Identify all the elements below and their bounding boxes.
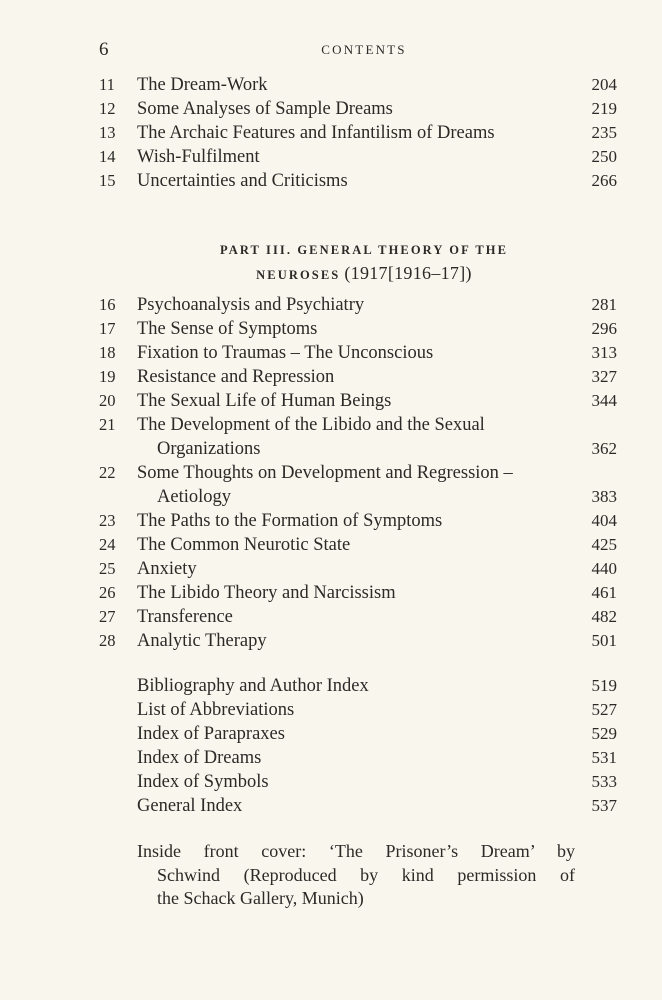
chapter-title: The Libido Theory and Narcissism bbox=[137, 583, 396, 603]
toc-entry[interactable] bbox=[99, 674, 617, 698]
chapter-number: 24 bbox=[99, 535, 116, 554]
chapter-number: 27 bbox=[99, 607, 116, 626]
toc-entry[interactable] bbox=[99, 698, 617, 722]
page-ref: 537 bbox=[591, 796, 617, 815]
page-ref: 531 bbox=[591, 748, 617, 767]
toc-entry[interactable] bbox=[99, 121, 617, 145]
toc-entry[interactable] bbox=[99, 169, 617, 193]
chapter-number: 11 bbox=[99, 75, 115, 94]
chapter-number: 15 bbox=[99, 171, 116, 190]
part-heading-line1: PART III. GENERAL THEORY OF THE bbox=[219, 243, 509, 257]
chapter-title: Fixation to Traumas – The Unconscious bbox=[137, 343, 434, 363]
chapter-title: The Dream-Work bbox=[137, 75, 268, 95]
chapter-number: 21 bbox=[99, 415, 116, 434]
chapter-title: Uncertainties and Criticisms bbox=[137, 171, 348, 191]
chapter-number: 20 bbox=[99, 391, 116, 410]
chapter-title: Some Analyses of Sample Dreams bbox=[137, 99, 393, 119]
toc-entry[interactable] bbox=[99, 145, 617, 169]
back-matter-title: Bibliography and Author Index bbox=[137, 676, 369, 696]
toc-entry[interactable] bbox=[99, 794, 617, 818]
chapter-number: 18 bbox=[99, 343, 116, 362]
toc-part-two-tail bbox=[99, 73, 617, 193]
chapter-title: Psychoanalysis and Psychiatry bbox=[137, 295, 365, 315]
toc-back-matter bbox=[99, 674, 617, 818]
chapter-title: Some Thoughts on Development and Regression – bbox=[137, 463, 513, 483]
chapter-title-continuation: Organizations bbox=[157, 439, 261, 459]
toc-entry[interactable] bbox=[99, 746, 617, 770]
page-ref: 519 bbox=[591, 676, 617, 695]
part-heading-line2 bbox=[99, 261, 617, 285]
chapter-title-continuation: Aetiology bbox=[157, 487, 231, 507]
chapter-number: 13 bbox=[99, 123, 116, 142]
chapter-number: 28 bbox=[99, 631, 116, 650]
chapter-title: The Sense of Symptoms bbox=[137, 319, 318, 339]
page-ref: 461 bbox=[591, 583, 617, 602]
page-ref: 383 bbox=[591, 487, 617, 506]
toc-entry[interactable] bbox=[99, 73, 617, 97]
chapter-number: 12 bbox=[99, 99, 116, 118]
chapter-title: The Paths to the Formation of Symptoms bbox=[137, 511, 443, 531]
back-matter-title: Index of Parapraxes bbox=[137, 724, 285, 744]
chapter-number: 25 bbox=[99, 559, 116, 578]
toc-entry[interactable] bbox=[99, 293, 617, 317]
chapter-title: Resistance and Repression bbox=[137, 367, 335, 387]
page-ref: 266 bbox=[591, 171, 617, 190]
toc-entry[interactable] bbox=[99, 461, 617, 485]
chapter-number: 17 bbox=[99, 319, 116, 338]
page-ref: 362 bbox=[591, 439, 617, 458]
page-ref: 344 bbox=[591, 391, 617, 410]
chapter-title: The Sexual Life of Human Beings bbox=[137, 391, 392, 411]
page-ref: 235 bbox=[591, 123, 617, 142]
toc-entry[interactable] bbox=[99, 533, 617, 557]
toc-entry-continuation[interactable] bbox=[99, 485, 617, 509]
page-ref: 425 bbox=[591, 535, 617, 554]
cover-note-line3: the Schack Gallery, Munich) bbox=[157, 888, 364, 908]
toc-entry[interactable] bbox=[99, 722, 617, 746]
toc-entry[interactable] bbox=[99, 413, 617, 437]
chapter-title: Transference bbox=[137, 607, 233, 627]
page-ref: 533 bbox=[591, 772, 617, 791]
toc-entry[interactable] bbox=[99, 365, 617, 389]
page-ref: 327 bbox=[591, 367, 617, 386]
toc-entry[interactable] bbox=[99, 389, 617, 413]
page-ref: 219 bbox=[591, 99, 617, 118]
chapter-number: 19 bbox=[99, 367, 116, 386]
back-matter-title: Index of Dreams bbox=[137, 748, 262, 768]
page-ref: 527 bbox=[591, 700, 617, 719]
page-ref: 281 bbox=[591, 295, 617, 314]
back-matter-title: List of Abbreviations bbox=[137, 700, 295, 720]
cover-note-line2: Schwind (Reproduced by kind permission of bbox=[157, 864, 575, 885]
toc-entry-continuation[interactable] bbox=[99, 437, 617, 461]
back-matter-title: General Index bbox=[137, 796, 243, 816]
toc-entry[interactable] bbox=[99, 317, 617, 341]
page-ref: 313 bbox=[591, 343, 617, 362]
toc-entry[interactable] bbox=[99, 509, 617, 533]
chapter-title: Anxiety bbox=[137, 559, 197, 579]
page-ref: 440 bbox=[591, 559, 617, 578]
chapter-title: The Development of the Libido and the Sexual bbox=[137, 415, 485, 435]
page-ref: 250 bbox=[591, 147, 617, 166]
part-three-heading bbox=[99, 239, 617, 285]
chapter-number: 23 bbox=[99, 511, 116, 530]
chapter-title: The Common Neurotic State bbox=[137, 535, 351, 555]
page-ref: 204 bbox=[591, 75, 617, 94]
toc-entry[interactable] bbox=[99, 581, 617, 605]
page-ref: 404 bbox=[591, 511, 617, 530]
toc-entry[interactable] bbox=[99, 557, 617, 581]
part-heading-caps: NEUROSES bbox=[256, 268, 341, 282]
page-ref: 529 bbox=[591, 724, 617, 743]
toc-entry[interactable] bbox=[99, 629, 617, 653]
page-ref: 296 bbox=[591, 319, 617, 338]
page-number: 6 bbox=[99, 39, 109, 60]
chapter-number: 22 bbox=[99, 463, 116, 482]
cover-note-line1: Inside front cover: ‘The Prisoner’s Dream’ by bbox=[137, 841, 575, 861]
chapter-number: 16 bbox=[99, 295, 116, 314]
toc-entry[interactable] bbox=[99, 770, 617, 794]
chapter-number: 14 bbox=[99, 147, 116, 166]
back-matter-title: Index of Symbols bbox=[137, 772, 269, 792]
chapter-title: Wish-Fulfilment bbox=[137, 147, 260, 167]
toc-part-three bbox=[99, 293, 617, 653]
page-ref: 482 bbox=[591, 607, 617, 626]
page-ref: 501 bbox=[591, 631, 617, 650]
cover-note bbox=[137, 840, 575, 911]
running-title: CONTENTS bbox=[321, 42, 407, 57]
chapter-title: The Archaic Features and Infantilism of Dreams bbox=[137, 123, 495, 143]
chapter-number: 26 bbox=[99, 583, 116, 602]
toc-entry[interactable] bbox=[99, 605, 617, 629]
toc-entry[interactable] bbox=[99, 97, 617, 121]
running-head bbox=[99, 38, 617, 62]
toc-entry[interactable] bbox=[99, 341, 617, 365]
part-heading-years: (1917[1916–17]) bbox=[344, 263, 472, 283]
chapter-title: Analytic Therapy bbox=[137, 631, 267, 651]
